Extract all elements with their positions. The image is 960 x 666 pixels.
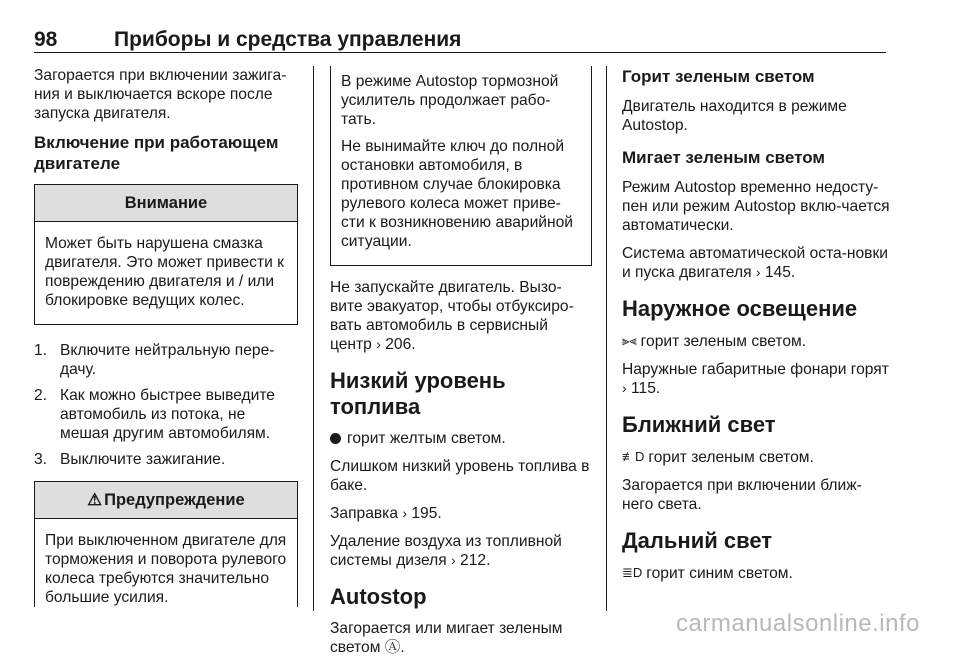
intro-paragraph: Загорается при включении зажига-ния и выключается вскоре после запуска двигателя.: [34, 67, 287, 122]
reference-arrow-icon: ›: [402, 505, 408, 521]
warning-text-key: Не вынимайте ключ до полной остановки автомобиля, в противном случае блокировка рулевого колеса может приве-сти к возникновению аварийной ситуации.: [341, 138, 573, 250]
column-divider: [606, 66, 607, 611]
steps-list: [34, 341, 298, 469]
page-reference: 145.: [764, 264, 796, 281]
heading-low-fuel: Низкий уровень топлива: [330, 368, 506, 419]
heading-exterior-lights: Наружное освещение: [622, 296, 858, 321]
page-reference: 115.: [631, 380, 661, 397]
start-stop-reference: Система автоматической оста-новки и пуска двигателя › 145.: [622, 245, 888, 281]
exterior-reference: Наружные габаритные фонари горят › 115.: [622, 361, 889, 397]
refuel-reference: Заправка › 195.: [330, 505, 442, 522]
page-title: Приборы и средства управления: [114, 28, 462, 51]
autostop-icon: Ⓐ: [384, 639, 401, 656]
list-item: 2. Как можно быстрее выведите автомобиль из потока, не мешая другим автомобилям.: [34, 387, 275, 442]
notice-box: [34, 184, 298, 325]
reference-arrow-icon: ›: [755, 264, 761, 280]
page-reference: 206.: [385, 336, 416, 353]
heading-autostop: Autostop: [330, 584, 427, 609]
tow-paragraph: Не запускайте двигатель. Вызо-вите эвакуатор, чтобы отбуксиро-вать автомобиль в сервисный центр › 206.: [330, 279, 574, 353]
subheading-engine-running: Включение при работающем двигателе: [34, 133, 279, 173]
list-item: 3. Выключите зажигание.: [34, 451, 226, 468]
warning-triangle-icon: ⚠: [87, 491, 103, 509]
column-divider: [313, 66, 314, 611]
warning-title: ⚠ Предупреждение: [35, 482, 297, 519]
warning-box-continued: [330, 66, 592, 266]
low-fuel-status: горит желтым светом.: [330, 429, 592, 448]
low-fuel-text: Слишком низкий уровень топлива в баке.: [330, 458, 590, 494]
warning-text-autostop: В режиме Autostop тормозной усилитель продолжает рабо-тать.: [341, 73, 559, 128]
low-beam-status: ≢D горит зеленым светом.: [622, 449, 814, 466]
bleed-reference: Удаление воздуха из топливной системы дизеля › 212.: [330, 533, 562, 569]
column-right: [622, 66, 892, 592]
reference-arrow-icon: ›: [451, 552, 456, 568]
autostop-status: Загорается или мигает зеленым светом Ⓐ.: [330, 620, 563, 656]
green-blink-text: Режим Autostop временно недосту-пен или режим Autostop вклю-чается автоматически.: [622, 179, 890, 234]
heading-high-beam: Дальний свет: [622, 528, 773, 553]
fuel-indicator-icon: [330, 433, 341, 444]
list-item: 1. Включите нейтральную пере-дачу.: [34, 342, 275, 378]
reference-arrow-icon: ›: [622, 380, 627, 396]
column-left: [34, 66, 298, 615]
warning-text: При выключенном двигателе для торможения и поворота рулевого колеса требуются значительно большие усилия.: [45, 532, 287, 606]
low-beam-text: Загорается при включении ближ-него света.: [622, 477, 862, 513]
high-beam-status: ≣D горит синим светом.: [622, 565, 793, 582]
page-reference: 195.: [411, 505, 442, 522]
notice-text: Может быть нарушена смазка двигателя. Это может привести к повреждению двигателя и / или блокировке ведущих колес.: [45, 235, 284, 309]
watermark: carmanualsonline.info: [676, 610, 920, 637]
page-reference: 212.: [460, 552, 491, 569]
green-on-text: Двигатель находится в режиме Autostop.: [622, 98, 847, 134]
warning-box: [34, 481, 298, 607]
heading-low-beam: Ближний свет: [622, 412, 776, 437]
page-number: 98: [34, 28, 58, 51]
high-beam-icon: ≣D: [622, 565, 643, 580]
exterior-status: ⫸⫷ горит зеленым светом.: [622, 333, 807, 350]
low-beam-icon: ≢D: [622, 449, 645, 464]
column-middle: [330, 66, 592, 666]
heading-green-on: Горит зеленым светом: [622, 67, 815, 86]
side-lights-icon: ⫸⫷: [622, 333, 637, 348]
reference-arrow-icon: ›: [376, 336, 381, 352]
page-header: [34, 28, 886, 53]
heading-green-blink: Мигает зеленым светом: [622, 148, 825, 167]
notice-title: Внимание: [35, 185, 297, 222]
